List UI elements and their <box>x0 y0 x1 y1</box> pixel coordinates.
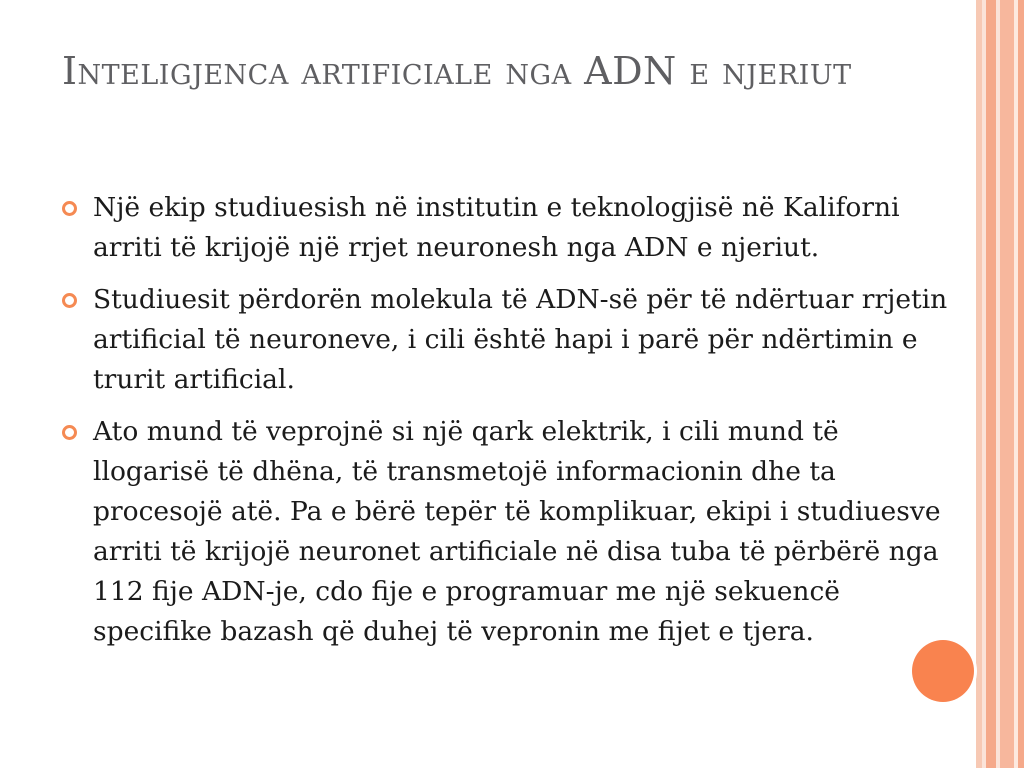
bullet-text: Studiuesit përdorën molekula të ADN-së për të ndërtuar rrjetin artificial të neuroneve, i cili është hapi i parë për ndërtimin e trurit artificial. <box>93 284 948 395</box>
bullet-circle-icon <box>62 201 77 216</box>
bullet-circle-icon <box>62 293 77 308</box>
bullet-item <box>62 280 957 400</box>
slide-title: Inteligjenca artificiale nga ADN e njeriut <box>62 49 852 93</box>
decorative-side-stripes <box>976 0 1024 768</box>
bullet-circle-icon <box>62 425 77 440</box>
stripe <box>1018 0 1024 768</box>
bullet-item <box>62 412 957 652</box>
stripe <box>986 0 996 768</box>
bullet-list <box>62 188 957 664</box>
bullet-text: Një ekip studiuesish në institutin e teknologjisë në Kaliforni arriti të krijojë një rrjet neuronesh nga ADN e njeriut. <box>93 192 900 263</box>
stripe <box>1000 0 1014 768</box>
bullet-text: Ato mund të veprojnë si një qark elektrik, i cili mund të llogarisë të dhëna, të transmetojë informacionin dhe ta procesojë atë. Pa e bërë tepër të komplikuar, ekipi i studiuesve arriti të krijojë neuronet artificiale në disa tuba të përbërë nga 112 fije ADN-je, cdo fije e programuar me një sekuencë specifike bazash që duhej të vepronin me fijet e tjera. <box>93 416 941 647</box>
decorative-circle <box>912 640 974 702</box>
bullet-item <box>62 188 957 268</box>
